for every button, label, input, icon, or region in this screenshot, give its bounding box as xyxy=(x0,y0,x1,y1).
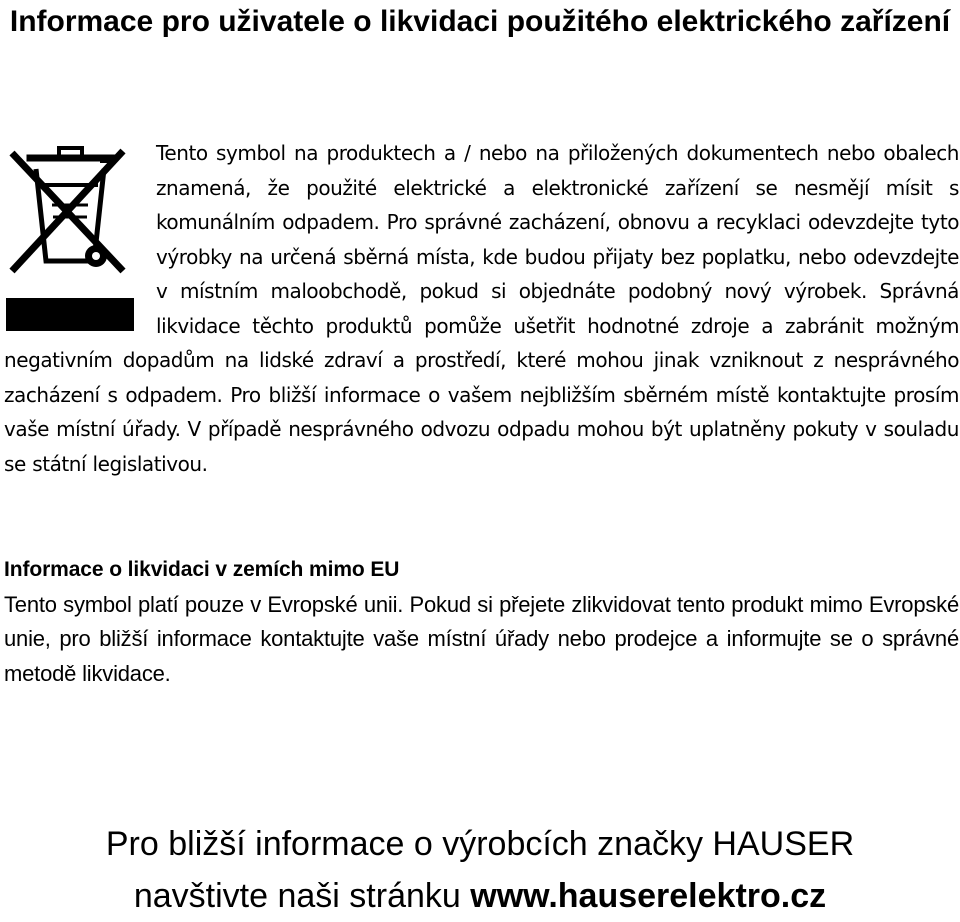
footer-prefix: navštivte naši stránku xyxy=(133,877,461,915)
non-eu-heading: Informace o likvidaci v zemích mimo EU xyxy=(4,558,400,581)
symbol-spacer xyxy=(4,136,156,341)
page-title: Informace pro uživatele o likvidaci použitého elektrického zařízení xyxy=(9,5,951,38)
footer-line-2 xyxy=(0,870,960,922)
non-eu-section xyxy=(4,553,959,691)
main-paragraph xyxy=(4,136,959,481)
main-paragraph-text: Tento symbol na produktech a / nebo na přiložených dokumentech nebo obalech znamená, že použité elektrické a elektronické zařízení se nesmějí mísit s komunálním odpadem. Pro správné zacházení, obnovu a recyklaci odevzdejte tyto výrobky na určená sběrná místa, kde budou přijaty bez poplatku, nebo odevzdejte v místním maloobchodě, pokud si objednáte podobný nový výrobek. Správná likvidace těchto produktů pomůže ušetřit hodnotné zdroje a zabránit možným negativním dopadům na lidské zdraví a prostředí, které mohou jinak vzniknout z nesprávného zacházení s odpadem. Pro bližší informace o vašem nejbližším sběrném místě kontaktujte prosím vaše místní úřady. V případě nesprávného odvozu odpadu mohou být uplatněny pokuty v souladu se státní legislativou. xyxy=(4,141,959,476)
non-eu-paragraph: Tento symbol platí pouze v Evropské unii. Pokud si přejete zlikvidovat tento produkt mimo Evropské unie, pro bližší informace kontaktujte vaše místní úřady nebo prodejce a informujte se o správné metodě likvidace. xyxy=(4,591,959,686)
footer-line-1: Pro bližší informace o výrobcích značky HAUSER xyxy=(105,825,855,863)
website-link[interactable]: www.hauserelektro.cz xyxy=(470,877,827,915)
footer xyxy=(0,818,960,922)
